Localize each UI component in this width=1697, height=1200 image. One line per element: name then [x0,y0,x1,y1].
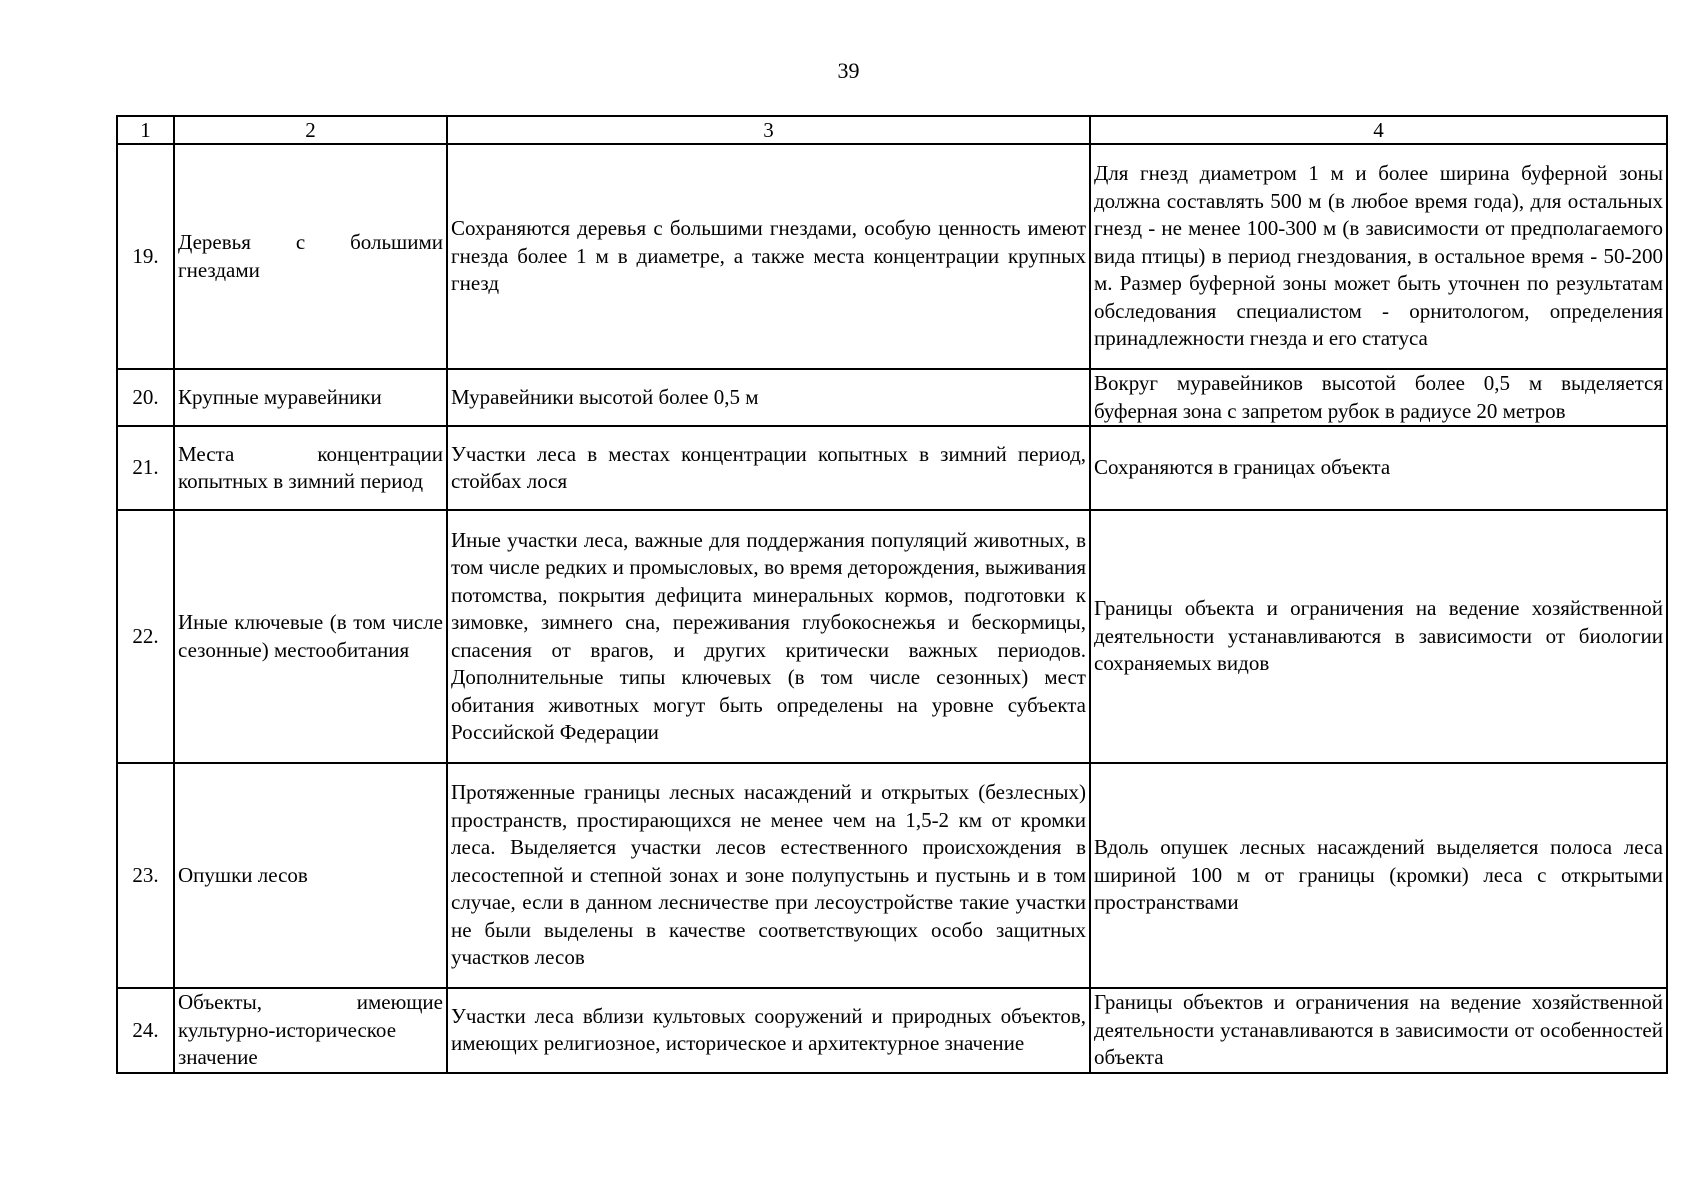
table-row [117,369,1667,426]
object-name: Деревья с большими гнездами [174,144,447,369]
table-row [117,426,1667,510]
protection-measures: Вдоль опушек лесных насаждений выделяется полоса леса шириной 100 м от границы (кромки) леса с открытыми пространствами [1090,763,1667,988]
row-number: 23. [117,763,174,988]
object-description: Муравейники высотой более 0,5 м [447,369,1090,426]
object-name: Объекты, имеющие культурно-историческое значение [174,988,447,1073]
row-number: 21. [117,426,174,510]
protection-measures: Границы объектов и ограничения на ведение хозяйственной деятельности устанавливаются в зависимости от особенностей объекта [1090,988,1667,1073]
row-number: 20. [117,369,174,426]
header-cell-1: 1 [117,116,174,144]
protection-measures: Для гнезд диаметром 1 м и более ширина буферной зоны должна составлять 500 м (в любое время года), для остальных гнезд - не менее 100-300 м (в зависимости от предполагаемого вида птицы) в период гнездования, в остальное время - 50-200 м. Размер буферной зоны может быть уточнен по результатам обследования специалистом - орнитологом, определения принадлежности гнезда и его статуса [1090,144,1667,369]
object-name: Крупные муравейники [174,369,447,426]
row-number: 24. [117,988,174,1073]
table-header-row [117,116,1667,144]
object-description: Протяженные границы лесных насаждений и открытых (безлесных) пространств, простирающихся не менее чем на 1,5-2 км от кромки леса. Выделяется участки лесов естественного происхождения в лесостепной и степной зонах и зоне полупустынь и пустынь и в том случае, если в данном лесничестве при лесоустройстве такие участки не были выделены в качестве соответствующих особо защитных участков лесов [447,763,1090,988]
object-name: Опушки лесов [174,763,447,988]
table-row [117,144,1667,369]
protection-measures: Границы объекта и ограничения на ведение хозяйственной деятельности устанавливаются в зависимости от биологии сохраняемых видов [1090,510,1667,763]
protection-measures: Сохраняются в границах объекта [1090,426,1667,510]
protection-measures: Вокруг муравейников высотой более 0,5 м выделяется буферная зона с запретом рубок в радиусе 20 метров [1090,369,1667,426]
table-row [117,510,1667,763]
object-description: Иные участки леса, важные для поддержания популяций животных, в том числе редких и промысловых, во время деторождения, выживания потомства, покрытия дефицита минеральных кормов, подготовки к зимовке, зимнего сна, переживания глубокоснежья и бескормицы, спасения от врагов, и других критически важных периодов. Дополнительные типы ключевых (в том числе сезонных) мест обитания животных могут быть определены на уровне субъекта Российской Федерации [447,510,1090,763]
table-row [117,988,1667,1073]
header-cell-2: 2 [174,116,447,144]
page-number: 39 [837,58,860,83]
row-number: 22. [117,510,174,763]
row-number: 19. [117,144,174,369]
object-name: Места концентрации копытных в зимний период [174,426,447,510]
table-row [117,763,1667,988]
object-description: Участки леса вблизи культовых сооружений и природных объектов, имеющих религиозное, историческое и архитектурное значение [447,988,1090,1073]
object-description: Сохраняются деревья с большими гнездами, особую ценность имеют гнезда более 1 м в диаметре, а также места концентрации крупных гнезд [447,144,1090,369]
object-name: Иные ключевые (в том числе сезонные) местообитания [174,510,447,763]
header-cell-3: 3 [447,116,1090,144]
header-cell-4: 4 [1090,116,1667,144]
habitat-table [116,115,1668,1074]
object-description: Участки леса в местах концентрации копытных в зимний период, стойбах лося [447,426,1090,510]
